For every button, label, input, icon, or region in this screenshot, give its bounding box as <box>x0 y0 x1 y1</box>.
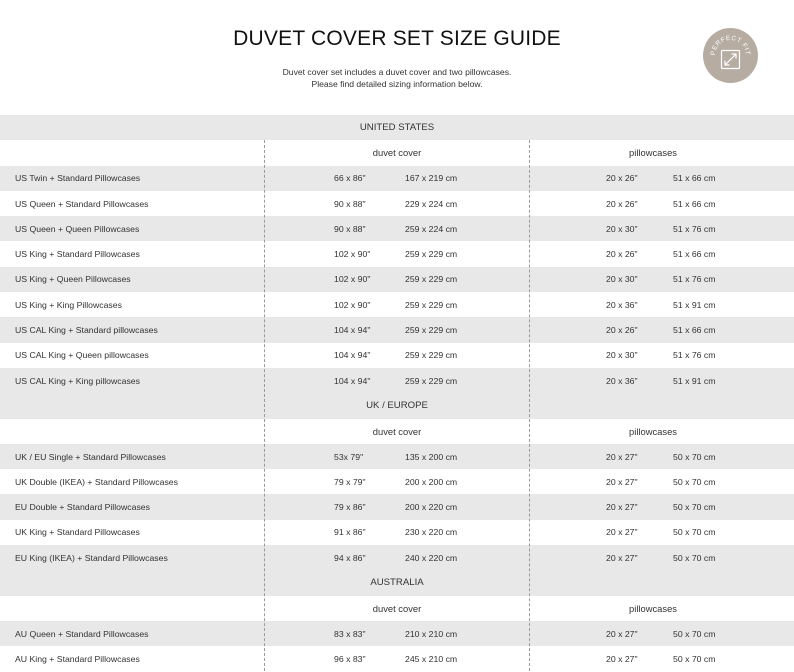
size-label: AU Queen + Standard Pillowcases <box>15 628 149 639</box>
size-label: US CAL King + Queen pillowcases <box>15 350 149 361</box>
duvet-size-inches: 104 x 94" <box>334 325 371 336</box>
column-divider-2 <box>529 140 530 671</box>
duvet-size-inches: 83 x 83" <box>334 628 366 639</box>
pillowcase-size-inches: 20 x 30" <box>606 274 638 285</box>
duvet-size-cm: 167 x 219 cm <box>405 173 458 184</box>
perfect-fit-badge <box>703 28 758 83</box>
table-row <box>0 494 794 519</box>
table-row <box>0 444 794 469</box>
duvet-size-cm: 259 x 229 cm <box>405 375 458 386</box>
size-label: EU King (IKEA) + Standard Pillowcases <box>15 552 168 563</box>
pillowcase-size-inches: 20 x 27" <box>606 476 638 487</box>
duvet-size-cm: 245 x 210 cm <box>405 653 458 664</box>
duvet-size-cm: 240 x 220 cm <box>405 552 458 563</box>
pillowcase-size-inches: 20 x 30" <box>606 223 638 234</box>
pillowcase-size-cm: 51 x 76 cm <box>673 223 716 234</box>
section-title: UNITED STATES <box>359 122 435 134</box>
section-header-row <box>0 393 794 418</box>
section-header-row <box>0 115 794 140</box>
duvet-size-cm: 135 x 200 cm <box>405 451 458 462</box>
column-header-row <box>0 419 794 444</box>
pillowcase-size-cm: 51 x 66 cm <box>673 198 716 209</box>
duvet-size-inches: 90 x 88" <box>334 198 366 209</box>
duvet-cover-header: duvet cover <box>372 147 422 159</box>
duvet-size-cm: 200 x 200 cm <box>405 476 458 487</box>
size-label: UK / EU Single + Standard Pillowcases <box>15 451 166 462</box>
page-title: DUVET COVER SET SIZE GUIDE <box>233 27 561 50</box>
pillowcase-size-inches: 20 x 27" <box>606 502 638 513</box>
duvet-size-inches: 104 x 94" <box>334 375 371 386</box>
table-row <box>0 317 794 342</box>
table-row <box>0 368 794 393</box>
subtitle-line-1: Duvet cover set includes a duvet cover and two pillowcases. <box>282 67 512 77</box>
table-row <box>0 520 794 545</box>
pillowcase-size-inches: 20 x 26" <box>606 198 638 209</box>
pillowcase-size-inches: 20 x 27" <box>606 527 638 538</box>
size-label: UK Double (IKEA) + Standard Pillowcases <box>15 476 178 487</box>
table-row <box>0 469 794 494</box>
duvet-size-inches: 102 x 90" <box>334 299 371 310</box>
size-label: US CAL King + King pillowcases <box>15 375 140 386</box>
pillowcase-size-inches: 20 x 27" <box>606 552 638 563</box>
diagonal-resize-arrows-icon <box>722 51 740 69</box>
table-row <box>0 267 794 292</box>
pillowcase-size-cm: 51 x 66 cm <box>673 325 716 336</box>
pillowcase-size-cm: 51 x 66 cm <box>673 249 716 260</box>
table-row <box>0 191 794 216</box>
subtitle-line-2: Please find detailed sizing information below. <box>311 79 483 89</box>
duvet-size-inches: 53x 79" <box>334 451 364 462</box>
pillowcase-size-cm: 50 x 70 cm <box>673 476 716 487</box>
duvet-size-inches: 91 x 86" <box>334 527 366 538</box>
column-header-row <box>0 140 794 165</box>
pillowcases-header: pillowcases <box>629 425 677 437</box>
duvet-size-cm: 200 x 220 cm <box>405 502 458 513</box>
table-row <box>0 646 794 671</box>
pillowcase-size-inches: 20 x 30" <box>606 350 638 361</box>
table-row <box>0 216 794 241</box>
pillowcase-size-cm: 51 x 66 cm <box>673 173 716 184</box>
pillowcase-size-inches: 20 x 27" <box>606 451 638 462</box>
size-label: US Queen + Queen Pillowcases <box>15 223 140 234</box>
size-label: US King + Queen Pillowcases <box>15 274 131 285</box>
size-label: US King + King Pillowcases <box>15 299 122 310</box>
pillowcase-size-inches: 20 x 26" <box>606 173 638 184</box>
duvet-cover-header: duvet cover <box>372 425 422 437</box>
pillowcase-size-cm: 51 x 76 cm <box>673 274 716 285</box>
size-label: AU King + Standard Pillowcases <box>15 653 140 664</box>
column-divider-1 <box>264 140 265 671</box>
duvet-size-inches: 102 x 90" <box>334 249 371 260</box>
section-title: UK / EUROPE <box>366 400 428 412</box>
duvet-size-inches: 96 x 83" <box>334 653 366 664</box>
duvet-size-inches: 79 x 79" <box>334 476 366 487</box>
table-row <box>0 545 794 570</box>
duvet-size-cm: 229 x 224 cm <box>405 198 458 209</box>
section-header-row <box>0 570 794 595</box>
table-row <box>0 621 794 646</box>
duvet-size-cm: 259 x 229 cm <box>405 299 458 310</box>
pillowcase-size-cm: 50 x 70 cm <box>673 451 716 462</box>
duvet-size-cm: 230 x 220 cm <box>405 527 458 538</box>
duvet-size-cm: 259 x 229 cm <box>405 274 458 285</box>
pillowcase-size-inches: 20 x 36" <box>606 299 638 310</box>
table-row <box>0 292 794 317</box>
pillowcase-size-inches: 20 x 27" <box>606 628 638 639</box>
table-row <box>0 241 794 266</box>
column-header-row <box>0 596 794 621</box>
duvet-size-inches: 79 x 86" <box>334 502 366 513</box>
duvet-size-cm: 259 x 229 cm <box>405 325 458 336</box>
duvet-size-cm: 259 x 224 cm <box>405 223 458 234</box>
pillowcase-size-cm: 50 x 70 cm <box>673 502 716 513</box>
duvet-size-inches: 102 x 90" <box>334 274 371 285</box>
section-title: AUSTRALIA <box>370 577 424 589</box>
duvet-size-inches: 94 x 86" <box>334 552 366 563</box>
pillowcase-size-cm: 50 x 70 cm <box>673 628 716 639</box>
table-row <box>0 166 794 191</box>
badge-label: PERFECT FIT <box>709 34 752 56</box>
pillowcases-header: pillowcases <box>629 147 677 159</box>
pillowcase-size-cm: 50 x 70 cm <box>673 552 716 563</box>
pillowcase-size-inches: 20 x 36" <box>606 375 638 386</box>
duvet-size-inches: 66 x 86" <box>334 173 366 184</box>
size-label: US CAL King + Standard pillowcases <box>15 325 158 336</box>
size-label: US Twin + Standard Pillowcases <box>15 173 141 184</box>
duvet-size-cm: 259 x 229 cm <box>405 350 458 361</box>
size-label: UK King + Standard Pillowcases <box>15 527 140 538</box>
duvet-size-inches: 90 x 88" <box>334 223 366 234</box>
table-row <box>0 343 794 368</box>
pillowcases-header: pillowcases <box>629 602 677 614</box>
page-subtitle <box>0 66 794 90</box>
size-guide-table <box>0 115 794 672</box>
size-label: US Queen + Standard Pillowcases <box>15 198 149 209</box>
duvet-size-inches: 104 x 94" <box>334 350 371 361</box>
pillowcase-size-cm: 51 x 91 cm <box>673 299 716 310</box>
duvet-cover-header: duvet cover <box>372 602 422 614</box>
pillowcase-size-inches: 20 x 26" <box>606 325 638 336</box>
pillowcase-size-cm: 51 x 76 cm <box>673 350 716 361</box>
duvet-size-cm: 259 x 229 cm <box>405 249 458 260</box>
pillowcase-size-inches: 20 x 26" <box>606 249 638 260</box>
pillowcase-size-cm: 50 x 70 cm <box>673 653 716 664</box>
pillowcase-size-cm: 51 x 91 cm <box>673 375 716 386</box>
pillowcase-size-inches: 20 x 27" <box>606 653 638 664</box>
size-label: US King + Standard Pillowcases <box>15 249 140 260</box>
size-label: EU Double + Standard Pillowcases <box>15 502 150 513</box>
duvet-size-cm: 210 x 210 cm <box>405 628 458 639</box>
pillowcase-size-cm: 50 x 70 cm <box>673 527 716 538</box>
